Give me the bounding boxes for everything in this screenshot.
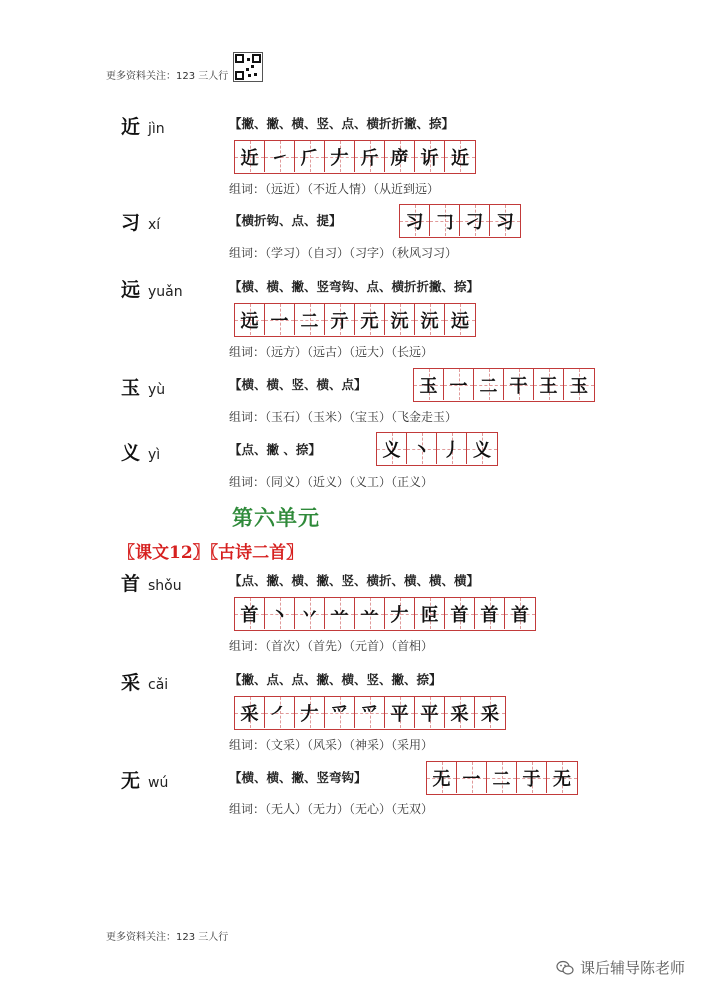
entry-shou bbox=[121, 569, 182, 596]
grid-cell: 远 bbox=[235, 304, 265, 335]
char: 采 bbox=[121, 672, 141, 694]
entry-cai bbox=[121, 668, 168, 695]
grid-cell: 爫 bbox=[325, 697, 355, 728]
grid-cell: 于 bbox=[517, 762, 547, 793]
grid-cell: 无 bbox=[547, 762, 577, 793]
grid-cell: 刁 bbox=[460, 205, 490, 236]
grid-cell: 近 bbox=[445, 141, 475, 172]
word-examples: 组词：（文采）（风采）（神采）（采用） bbox=[229, 738, 434, 752]
grid-cell: 䒑 bbox=[355, 598, 385, 629]
grid-cell: ㇀ bbox=[265, 141, 295, 172]
word-examples: 组词：（远近）（不近人情）（从近到远） bbox=[229, 182, 440, 196]
grid-cell: 采 bbox=[235, 697, 265, 728]
grid-cell: 王 bbox=[534, 369, 564, 400]
pinyin: xí bbox=[148, 217, 161, 233]
grid-cell: 平 bbox=[415, 697, 445, 728]
stroke-order: 【撇、点、点、撇、横、竖、撇、捺】 bbox=[229, 672, 442, 687]
tianzige-grid bbox=[413, 368, 595, 402]
grid-cell: 玉 bbox=[414, 369, 444, 400]
entry-jin bbox=[121, 112, 165, 139]
word-examples: 组词：（学习）（自习）（习字）（秋风习习） bbox=[229, 246, 458, 260]
grid-cell: 䜣 bbox=[415, 141, 445, 172]
entry-yuan bbox=[121, 275, 183, 302]
grid-cell: 𠃌 bbox=[430, 205, 460, 236]
header-text: 更多资料关注：123 三人行 bbox=[106, 71, 229, 82]
word-examples: 组词：（首次）（首先）（元首）（首相） bbox=[229, 639, 434, 653]
grid-cell: 㡿 bbox=[385, 141, 415, 172]
grid-cell: 二 bbox=[474, 369, 504, 400]
grid-cell: 义 bbox=[377, 433, 407, 464]
grid-cell: 丿 bbox=[437, 433, 467, 464]
stroke-order: 【横、横、撇、竖弯钩、点、横折折撇、捺】 bbox=[229, 279, 480, 294]
grid-cell: 爫 bbox=[355, 697, 385, 728]
pinyin: wú bbox=[148, 775, 169, 791]
watermark bbox=[556, 957, 685, 978]
grid-cell: 平 bbox=[385, 697, 415, 728]
stroke-order: 【撇、撇、横、竖、点、横折折撇、捺】 bbox=[229, 116, 455, 131]
char: 玉 bbox=[121, 377, 141, 399]
watermark-text: 课后辅导陈老师 bbox=[579, 959, 685, 977]
stroke-order: 【横折钩、点、提】 bbox=[229, 213, 342, 228]
qr-code-icon bbox=[233, 52, 263, 82]
tianzige-grid bbox=[426, 761, 578, 795]
grid-cell: 采 bbox=[475, 697, 505, 728]
stroke-order: 【横、横、竖、横、点】 bbox=[229, 377, 367, 392]
grid-cell: 采 bbox=[445, 697, 475, 728]
grid-cell: 斤 bbox=[355, 141, 385, 172]
word-examples: 组词：（同义）（近义）（义工）（正义） bbox=[229, 475, 434, 489]
grid-cell: 首 bbox=[445, 598, 475, 629]
wechat-icon bbox=[556, 960, 574, 976]
pinyin: cǎi bbox=[148, 677, 169, 693]
grid-cell: 亓 bbox=[325, 304, 355, 335]
tianzige-grid bbox=[234, 696, 506, 730]
stroke-order: 【横、横、撇、竖弯钩】 bbox=[229, 770, 367, 785]
grid-cell: 习 bbox=[490, 205, 520, 236]
grid-cell: 玉 bbox=[564, 369, 594, 400]
word-examples: 组词：（远方）（远古）（远大）（长远） bbox=[229, 345, 434, 359]
grid-cell: 习 bbox=[400, 205, 430, 236]
grid-cell: 𠂇 bbox=[385, 598, 415, 629]
char: 义 bbox=[121, 442, 141, 464]
char: 无 bbox=[121, 770, 141, 792]
grid-cell: ㇒ bbox=[265, 697, 295, 728]
pinyin: yù bbox=[148, 382, 166, 398]
pinyin: jìn bbox=[148, 121, 165, 137]
footer-text: 更多资料关注：123 三人行 bbox=[106, 932, 229, 943]
pinyin: yuǎn bbox=[148, 284, 183, 300]
pinyin: shǒu bbox=[148, 578, 182, 594]
grid-cell: 一 bbox=[444, 369, 474, 400]
grid-cell: 𠂇 bbox=[295, 697, 325, 728]
tianzige-grid bbox=[234, 597, 536, 631]
grid-cell: 沅 bbox=[385, 304, 415, 335]
tianzige-grid bbox=[234, 140, 476, 174]
grid-cell: 𠂇 bbox=[325, 141, 355, 172]
entry-wu bbox=[121, 766, 168, 793]
grid-cell: 近 bbox=[235, 141, 265, 172]
grid-cell: 首 bbox=[235, 598, 265, 629]
grid-cell: 首 bbox=[475, 598, 505, 629]
tianzige-grid bbox=[234, 303, 476, 337]
grid-cell: 𦣝 bbox=[415, 598, 445, 629]
pinyin: yì bbox=[148, 447, 161, 463]
entry-yu bbox=[121, 373, 165, 400]
word-examples: 组词：（无人）（无力）（无心）（无双） bbox=[229, 802, 434, 816]
grid-cell: 首 bbox=[505, 598, 535, 629]
grid-cell: 元 bbox=[355, 304, 385, 335]
grid-cell: 丷 bbox=[295, 598, 325, 629]
grid-cell: 丶 bbox=[407, 433, 437, 464]
grid-cell: 义 bbox=[467, 433, 497, 464]
entry-yi bbox=[121, 438, 160, 465]
entry-xi bbox=[121, 208, 160, 235]
tianzige-grid bbox=[399, 204, 521, 238]
grid-cell: 𠂆 bbox=[295, 141, 325, 172]
grid-cell: 干 bbox=[504, 369, 534, 400]
stroke-order: 【点、撇 、捺】 bbox=[229, 442, 321, 457]
grid-cell: 二 bbox=[295, 304, 325, 335]
grid-cell: 沅 bbox=[415, 304, 445, 335]
grid-cell: 丶 bbox=[265, 598, 295, 629]
char: 首 bbox=[121, 573, 141, 595]
word-examples: 组词：（玉石）（玉米）（宝玉）（飞金走玉） bbox=[229, 410, 458, 424]
lesson-title: 〖课文12〗〖古诗二首〗 bbox=[118, 543, 304, 563]
stroke-order: 【点、撇、横、撇、竖、横折、横、横、横】 bbox=[229, 573, 480, 588]
grid-cell: 远 bbox=[445, 304, 475, 335]
char: 远 bbox=[121, 279, 141, 301]
char: 近 bbox=[121, 116, 141, 138]
grid-cell: 䒑 bbox=[325, 598, 355, 629]
unit-title: 第六单元 bbox=[232, 505, 320, 530]
grid-cell: 无 bbox=[427, 762, 457, 793]
grid-cell: 一 bbox=[265, 304, 295, 335]
tianzige-grid bbox=[376, 432, 498, 466]
grid-cell: 二 bbox=[487, 762, 517, 793]
char: 习 bbox=[121, 212, 141, 234]
grid-cell: 一 bbox=[457, 762, 487, 793]
